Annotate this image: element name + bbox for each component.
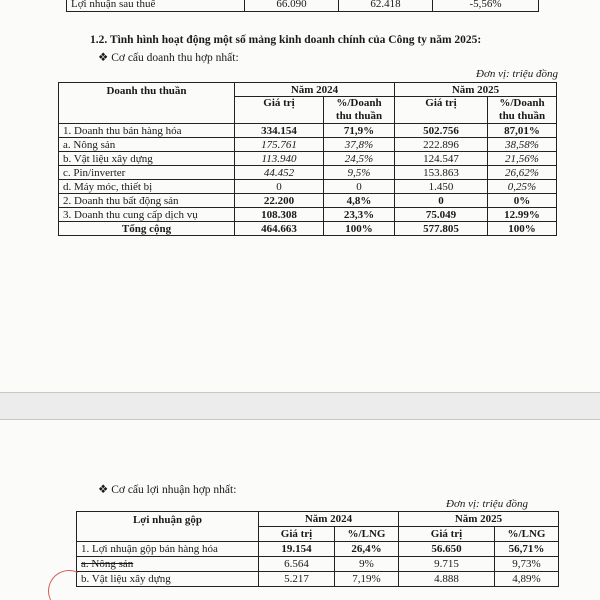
cell-pct: 7,19% (335, 572, 399, 587)
cell-pct: 38,58% (488, 138, 557, 152)
row-label: Lợi nhuận sau thuế (67, 0, 245, 12)
cell-pct: 9% (335, 557, 399, 572)
page-gap (0, 392, 600, 420)
row-label: c. Pin/inverter (59, 166, 235, 180)
table-row (59, 208, 557, 222)
cell-value: 0 (235, 180, 324, 194)
header-pct-2024: %/LNG (335, 527, 399, 542)
revenue-unit-note: Đơn vị: triệu đồng (476, 68, 558, 80)
profit-after-tax-row (66, 0, 539, 12)
cell-value: 1.450 (395, 180, 488, 194)
cell-value: 502.756 (395, 124, 488, 138)
cell-pct: 0,25% (488, 180, 557, 194)
header-pct-2025: %/Doanh thu thuần (488, 97, 557, 124)
total-row (59, 222, 557, 236)
total-value-2025: 577.805 (395, 222, 488, 236)
cell-value: 22.200 (235, 194, 324, 208)
header-value-2024: Giá trị (259, 527, 335, 542)
cell-pct: 0% (488, 194, 557, 208)
cell-pct: 9,73% (495, 557, 559, 572)
cell-pct: 21,56% (488, 152, 557, 166)
total-label: Tổng cộng (59, 222, 235, 236)
document-page-2 (0, 420, 600, 600)
value-2025: 62.418 (339, 0, 433, 12)
profit-unit-note: Đơn vị: triệu đồng (446, 498, 528, 510)
header-value-2024: Giá trị (235, 97, 324, 124)
revenue-bullet (98, 50, 239, 64)
cell-value: 124.547 (395, 152, 488, 166)
cell-value: 108.308 (235, 208, 324, 222)
cell-pct: 0 (324, 180, 395, 194)
cell-value: 9.715 (399, 557, 495, 572)
cell-value: 222.896 (395, 138, 488, 152)
section-heading: 1.2. Tình hình hoạt động một số mảng kinh doanh chính của Công ty năm 2025: (90, 34, 482, 46)
cell-pct: 4,89% (495, 572, 559, 587)
row-label: 1. Lợi nhuận gộp bán hàng hóa (77, 542, 259, 557)
cell-pct: 4,8% (324, 194, 395, 208)
row-label: a. Nông sản (77, 557, 259, 572)
cell-pct: 9,5% (324, 166, 395, 180)
table-row (77, 557, 559, 572)
header-value-2025: Giá trị (395, 97, 488, 124)
col-header-gross-profit: Lợi nhuận gộp (77, 512, 259, 542)
cell-value: 44.452 (235, 166, 324, 180)
revenue-structure-table (58, 82, 557, 236)
diamond-bullet-icon: ❖ (98, 484, 109, 496)
row-label: 2. Doanh thu bất động sản (59, 194, 235, 208)
cell-value: 4.888 (399, 572, 495, 587)
total-pct-2025: 100% (488, 222, 557, 236)
header-pct-2024: %/Doanh thu thuần (324, 97, 395, 124)
cell-value: 56.650 (399, 542, 495, 557)
row-label: b. Vật liệu xây dựng (59, 152, 235, 166)
table-row (59, 124, 557, 138)
cell-pct: 26,62% (488, 166, 557, 180)
cell-pct: 87,01% (488, 124, 557, 138)
row-label: b. Vật liệu xây dựng (77, 572, 259, 587)
table-row (59, 194, 557, 208)
cell-pct: 26,4% (335, 542, 399, 557)
cell-pct: 24,5% (324, 152, 395, 166)
cell-pct: 71,9% (324, 124, 395, 138)
cell-value: 19.154 (259, 542, 335, 557)
table-row (77, 572, 559, 587)
gross-profit-structure-table (76, 511, 559, 587)
profit-bullet-text: Cơ cấu lợi nhuận hợp nhất: (111, 484, 237, 496)
revenue-bullet-text: Cơ cấu doanh thu hợp nhất: (111, 52, 239, 64)
table-row (59, 180, 557, 194)
row-label: 3. Doanh thu cung cấp dịch vụ (59, 208, 235, 222)
table-row (59, 166, 557, 180)
total-pct-2024: 100% (324, 222, 395, 236)
header-value-2025: Giá trị (399, 527, 495, 542)
cell-pct: 23,3% (324, 208, 395, 222)
cell-pct: 37,8% (324, 138, 395, 152)
total-value-2024: 464.663 (235, 222, 324, 236)
change-percent: -5,56% (433, 0, 539, 12)
table-row (77, 542, 559, 557)
col-header-year-2025: Năm 2025 (399, 512, 559, 527)
profit-bullet (98, 482, 236, 496)
row-label: d. Máy móc, thiết bị (59, 180, 235, 194)
cell-value: 0 (395, 194, 488, 208)
cell-value: 334.154 (235, 124, 324, 138)
row-label: a. Nông sản (59, 138, 235, 152)
cell-value: 75.049 (395, 208, 488, 222)
cell-value: 153.863 (395, 166, 488, 180)
col-header-revenue: Doanh thu thuần (59, 83, 235, 124)
cell-value: 5.217 (259, 572, 335, 587)
cell-value: 175.761 (235, 138, 324, 152)
header-pct-2025: %/LNG (495, 527, 559, 542)
col-header-year-2024: Năm 2024 (235, 83, 395, 97)
table-row (59, 138, 557, 152)
table-row (59, 152, 557, 166)
diamond-bullet-icon: ❖ (98, 52, 109, 64)
col-header-year-2024: Năm 2024 (259, 512, 399, 527)
cell-pct: 12.99% (488, 208, 557, 222)
cell-value: 113.940 (235, 152, 324, 166)
cell-value: 6.564 (259, 557, 335, 572)
cell-pct: 56,71% (495, 542, 559, 557)
value-2024: 66.090 (245, 0, 339, 12)
col-header-year-2025: Năm 2025 (395, 83, 557, 97)
row-label: 1. Doanh thu bán hàng hóa (59, 124, 235, 138)
